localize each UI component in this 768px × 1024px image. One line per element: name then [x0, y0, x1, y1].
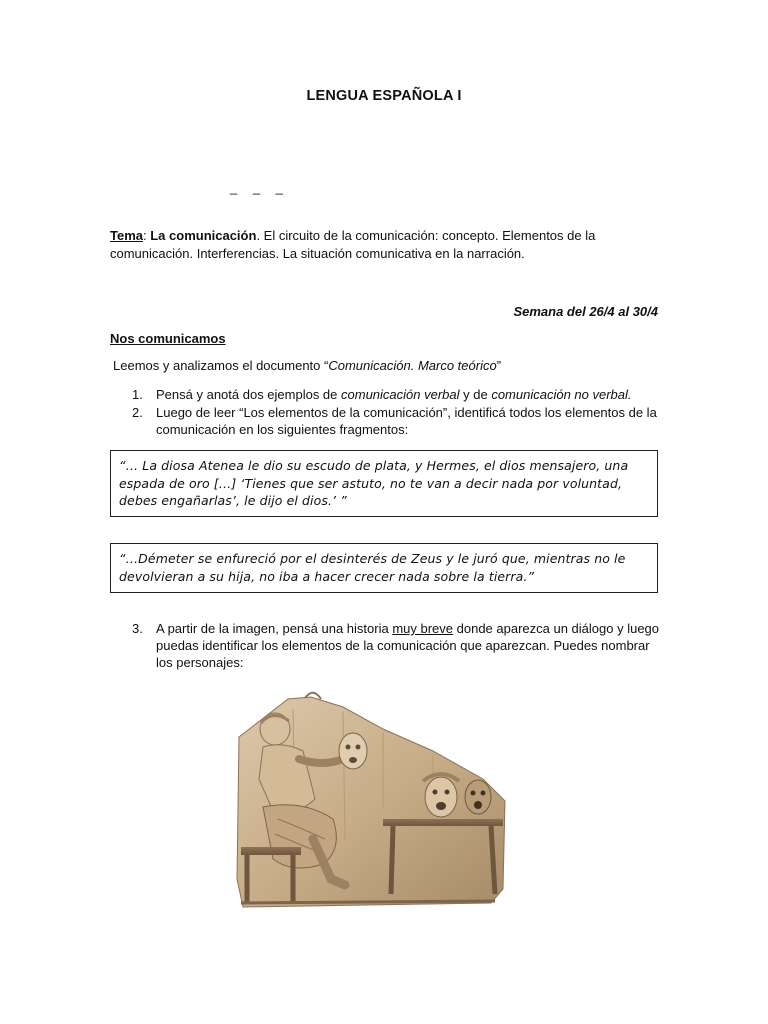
intro-suffix: ” [496, 358, 502, 373]
list-text: Luego de leer “Los elementos de la comunicación”, identificá todos los elementos de la comunicación en los siguientes fragmentos: [156, 405, 657, 437]
week-label: Semana del 26/4 al 30/4 [513, 304, 658, 319]
list-number: 3. [132, 621, 143, 636]
relief-sculpture-image [233, 689, 512, 910]
quote-box-2: “…Démeter se enfureció por el desinterés de Zeus y le juró que, mientras no le devolvieran a su hija, no iba a hacer crecer nada sobre la tierra.” [110, 543, 658, 593]
topic-label: Tema [110, 228, 143, 243]
list-item-3 [110, 620, 660, 674]
blank-dashes: _ _ _ [230, 180, 283, 195]
item1-text-d: comunicación no verbal. [491, 387, 632, 402]
section-title: Nos comunicamos [110, 331, 226, 346]
item1-text-a: Pensá y anotá dos ejemplos de [156, 387, 342, 402]
intro-prefix: Leemos y analizamos el documento “ [113, 358, 329, 373]
list-number: 1. [132, 387, 143, 402]
list-text [156, 620, 664, 671]
topic-colon: : [143, 228, 151, 243]
list-number: 2. [132, 405, 143, 420]
item3-text-a: A partir de la imagen, pensá una historia [156, 621, 393, 636]
list-item-2 [110, 404, 660, 440]
topic-text: . El circuito de la comunicación: concepto. Elementos de la comunicación. Interferencias. La situación comunicativa en la narración. [110, 228, 596, 261]
quote-box-1: “… La diosa Atenea le dio su escudo de plata, y Hermes, el dios mensajero, una espada de oro […] ‘Tienes que ser astuto, no te van a decir nada por voluntad, debes engañarlas’, le dijo el dios.’ ” [110, 450, 658, 517]
intro-line [113, 358, 501, 373]
list-item-1 [110, 386, 660, 404]
document-title: LENGUA ESPAÑOLA I [306, 88, 462, 104]
list-text [156, 386, 664, 403]
topic-paragraph [110, 227, 670, 263]
item1-text-c: y de [459, 387, 492, 402]
item3-text-b: donde aparezca un diálogo y luego puedas identificar los elementos de la comunicación que aparezcan. Puedes nombrar los personajes: [156, 621, 660, 670]
item3-underlined: muy breve [392, 621, 454, 636]
item1-text-b: comunicación verbal [341, 387, 460, 402]
topic-bold: La comunicación [150, 228, 257, 243]
intro-doc-name: Comunicación. Marco teórico [328, 358, 497, 373]
